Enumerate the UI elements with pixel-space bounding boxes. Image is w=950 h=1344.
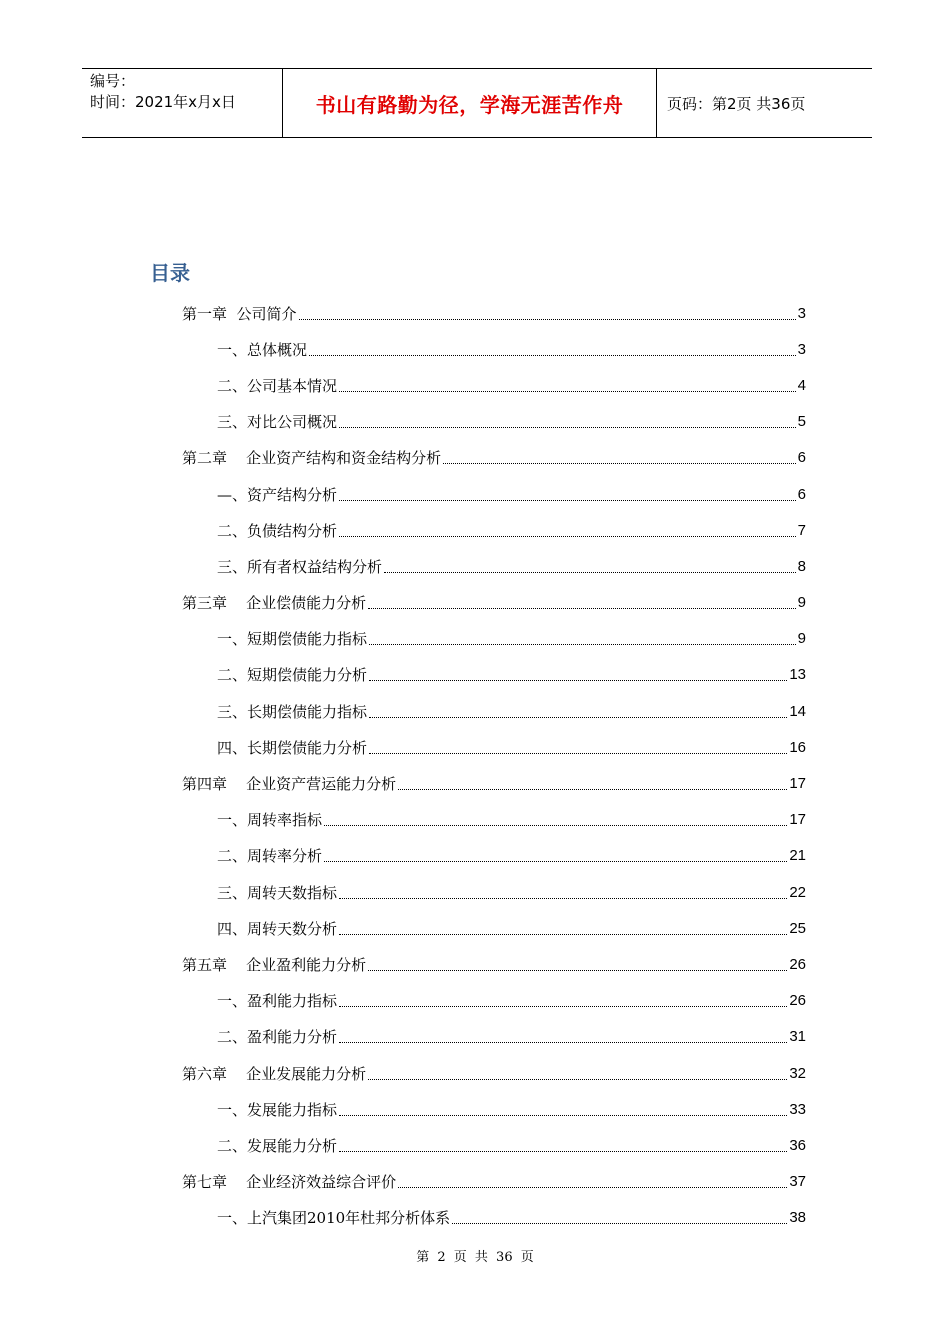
toc-chapter-entry[interactable] [182, 1164, 806, 1200]
toc-dot-leader [324, 825, 787, 826]
toc-entry-page: 16 [789, 738, 806, 756]
toc-dot-leader [369, 717, 787, 718]
toc-section-entry[interactable] [182, 874, 806, 910]
toc-dot-leader [339, 536, 796, 537]
toc-dot-leader [339, 1042, 787, 1043]
toc-section-entry[interactable] [182, 983, 806, 1019]
toc-entry-page: 8 [797, 557, 806, 575]
toc-entry-page: 3 [797, 340, 806, 358]
toc-entry-page: 9 [797, 630, 806, 648]
toc-section-entry[interactable] [182, 657, 806, 693]
toc-chapter-entry[interactable] [182, 585, 806, 621]
page-header [82, 68, 872, 138]
toc-dot-leader [452, 1223, 787, 1224]
toc-section-entry[interactable] [182, 331, 806, 367]
toc-section-entry[interactable] [182, 1200, 806, 1236]
toc-entry-page: 38 [789, 1209, 806, 1227]
toc-entry-label: 一、盈利能力指标 [217, 992, 338, 1011]
toc-dot-leader [369, 753, 787, 754]
toc-entry-page: 32 [789, 1064, 806, 1082]
toc-section-entry[interactable] [182, 548, 806, 584]
toc-entry-page: 17 [789, 775, 806, 793]
time-label: 时间：2021年x月x日 [90, 93, 236, 111]
toc-dot-leader [339, 934, 787, 935]
toc-entry-label: 二、公司基本情况 [217, 376, 338, 395]
toc-section-entry[interactable] [182, 512, 806, 548]
toc-dot-leader [443, 463, 796, 464]
toc-entry-page: 37 [789, 1173, 806, 1191]
toc-chapter-entry[interactable] [182, 946, 806, 982]
toc-section-entry[interactable] [182, 802, 806, 838]
toc-dot-leader [309, 355, 796, 356]
toc-section-entry[interactable] [182, 910, 806, 946]
toc-section-entry[interactable] [182, 404, 806, 440]
toc-title: 目录 [150, 261, 190, 285]
toc-entry-page: 36 [789, 1136, 806, 1154]
toc-entry-page: 5 [797, 413, 806, 431]
toc-section-entry[interactable] [182, 621, 806, 657]
toc-entry-label: 三、对比公司概况 [217, 413, 338, 432]
toc-entry-label: 三、所有者权益结构分析 [217, 557, 383, 576]
toc-entry-label: 二、发展能力分析 [217, 1136, 338, 1155]
toc-entry-label: 第七章 企业经济效益综合评价 [182, 1173, 397, 1192]
toc-chapter-entry[interactable] [182, 440, 806, 476]
toc-entry-label: 一、总体概况 [217, 340, 308, 359]
toc-dot-leader [369, 644, 796, 645]
header-page-cell [657, 69, 872, 137]
toc-entry-page: 3 [797, 304, 806, 322]
toc-entry-page: 26 [789, 955, 806, 973]
toc-entry-page: 21 [789, 847, 806, 865]
toc-entry-label: 第四章 企业资产营运能力分析 [182, 775, 397, 794]
toc-dot-leader [368, 608, 796, 609]
toc-entry-label: 第六章 企业发展能力分析 [182, 1064, 367, 1083]
toc-dot-leader [369, 680, 787, 681]
toc-entry-label: 第五章 企业盈利能力分析 [182, 955, 367, 974]
toc-entry-label: 一、短期偿债能力指标 [217, 630, 368, 649]
toc-entry-label: —、资产结构分析 [217, 485, 338, 504]
toc-entry-label: 一、周转率指标 [217, 811, 323, 830]
toc-entry-label: 二、短期偿债能力分析 [217, 666, 368, 685]
toc-dot-leader [384, 572, 796, 573]
table-of-contents [182, 295, 806, 1236]
toc-entry-page: 9 [797, 594, 806, 612]
toc-section-entry[interactable] [182, 1127, 806, 1163]
toc-entry-page: 6 [797, 449, 806, 467]
toc-entry-page: 26 [789, 992, 806, 1010]
toc-chapter-entry[interactable] [182, 295, 806, 331]
toc-entry-page: 6 [797, 485, 806, 503]
toc-dot-leader [339, 500, 796, 501]
toc-entry-page: 25 [789, 919, 806, 937]
toc-section-entry[interactable] [182, 367, 806, 403]
toc-dot-leader [339, 427, 796, 428]
toc-dot-leader [398, 789, 787, 790]
toc-section-entry[interactable] [182, 1019, 806, 1055]
toc-dot-leader [339, 1115, 787, 1116]
toc-entry-label: 三、周转天数指标 [217, 883, 338, 902]
toc-dot-leader [368, 970, 787, 971]
toc-entry-label: 二、负债结构分析 [217, 521, 338, 540]
page-footer: 第 2 页 共 36 页 [416, 1250, 534, 1265]
toc-chapter-entry[interactable] [182, 765, 806, 801]
toc-entry-page: 22 [789, 883, 806, 901]
toc-entry-page: 17 [789, 811, 806, 829]
toc-entry-label: 一、上汽集团2010年杜邦分析体系 [217, 1209, 451, 1228]
toc-section-entry[interactable] [182, 693, 806, 729]
page-info: 页码：第2页 共36页 [667, 94, 806, 113]
toc-entry-label: 三、长期偿债能力指标 [217, 702, 368, 721]
toc-entry-label: 第三章 企业偿债能力分析 [182, 594, 367, 613]
toc-dot-leader [339, 391, 796, 392]
toc-section-entry[interactable] [182, 729, 806, 765]
header-info-cell [82, 69, 283, 137]
header-motto-cell [283, 69, 657, 137]
toc-dot-leader [339, 898, 787, 899]
toc-dot-leader [339, 1151, 787, 1152]
toc-dot-leader [299, 319, 796, 320]
number-label: 编号： [90, 72, 136, 90]
toc-entry-label: 二、盈利能力分析 [217, 1028, 338, 1047]
toc-entry-page: 7 [797, 521, 806, 539]
toc-dot-leader [324, 861, 787, 862]
toc-entry-label: 四、长期偿债能力分析 [217, 738, 368, 757]
toc-entry-label: 一、发展能力指标 [217, 1100, 338, 1119]
toc-entry-page: 33 [789, 1100, 806, 1118]
toc-entry-page: 14 [789, 702, 806, 720]
motto-text: 书山有路勤为径，学海无涯苦作舟 [315, 92, 624, 117]
toc-dot-leader [339, 1006, 787, 1007]
toc-entry-page: 13 [789, 666, 806, 684]
toc-chapter-entry[interactable] [182, 1055, 806, 1091]
toc-dot-leader [398, 1187, 787, 1188]
toc-entry-page: 31 [789, 1028, 806, 1046]
toc-dot-leader [368, 1079, 787, 1080]
toc-entry-label: 二、周转率分析 [217, 847, 323, 866]
toc-entry-label: 第二章 企业资产结构和资金结构分析 [182, 449, 442, 468]
toc-entry-label: 第一章 公司简介 [182, 304, 297, 323]
toc-entry-page: 4 [797, 376, 806, 394]
toc-section-entry[interactable] [182, 476, 806, 512]
toc-section-entry[interactable] [182, 838, 806, 874]
toc-section-entry[interactable] [182, 1091, 806, 1127]
toc-entry-label: 四、周转天数分析 [217, 919, 338, 938]
